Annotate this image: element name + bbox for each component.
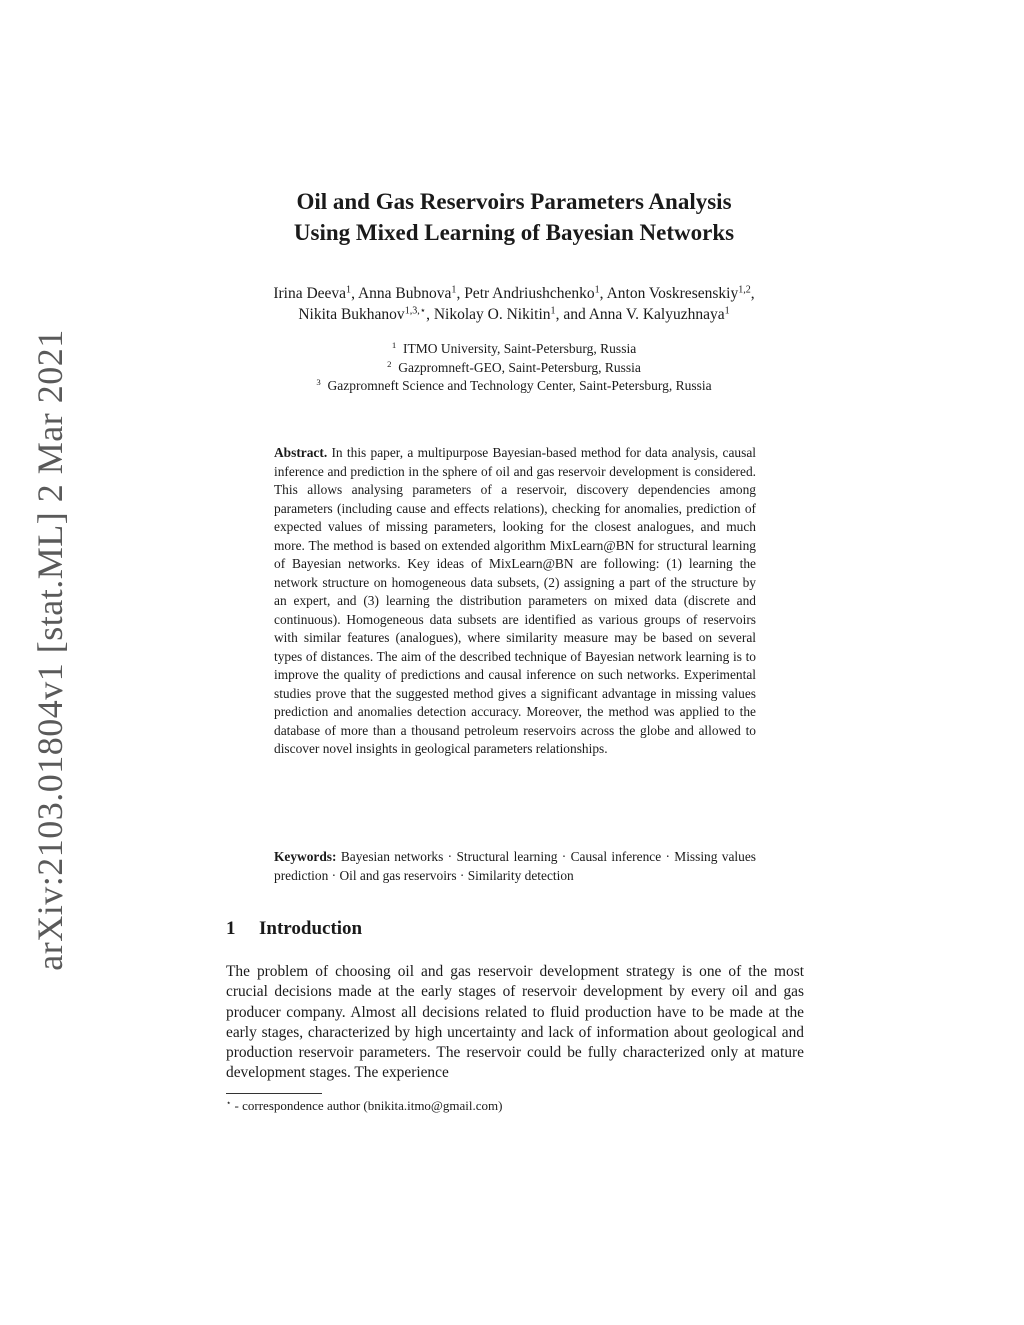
author-affil-mark: 1 bbox=[594, 284, 600, 296]
author-name: Nikita Bukhanov bbox=[298, 306, 405, 323]
affiliation-item bbox=[200, 359, 828, 378]
affiliation-item bbox=[200, 340, 828, 359]
section-title: Introduction bbox=[259, 918, 363, 939]
author-line-1: Irina Deeva$^1$, Anna Bubnova$^1$, Petr Andriushchenko$^1$, Anton Voskresenskiy$^{1,2}$, bbox=[273, 284, 755, 302]
author-name: Anna V. Kalyuzhnaya bbox=[588, 306, 725, 323]
author-name: Irina Deeva bbox=[273, 285, 347, 302]
abstract-text: In this paper, a multipurpose Bayesian-based method for data analysis, causal inference and prediction in the sphere of oil and gas reservoir development is considered. This allows analysing parameters of a reservoir, discovery dependencies among parameters (including cause and effects relations), checking for anomalies, prediction of expected values of missing parameters, looking for the closest analogues, and much more. The method is based on extended algorithm MixLearn@BN for structural learning of Bayesian networks. Key ideas of MixLearn@BN are following: (1) learning the network structure on homogeneous data subsets, (2) assigning a part of the structure by an expert, and (3) learning the distribution parameters on mixed data (discrete and continuous). Homogeneous data subsets are identified as various groups of reservoirs with similar features (analogues), where similarity measure may be based on several types of distances. The aim of the described technique of Bayesian network learning is to improve the quality of predictions and causal inference on such networks. Experimental studies prove that the suggested method gives a significant advantage in missing values prediction and anomalies detection accuracy. Moreover, the method was applied to the database of more than a thousand petroleum reservoirs across the globe and allowed to discover novel insights in geological parameters relationships. bbox=[274, 445, 756, 756]
abstract bbox=[274, 444, 756, 759]
affiliation-number: 3 bbox=[316, 377, 321, 388]
affiliation-text: Gazpromneft-GEO, Saint-Petersburg, Russia bbox=[398, 359, 641, 375]
author-name: Anna Bubnova bbox=[357, 285, 452, 302]
keywords-label: Keywords: bbox=[274, 849, 337, 864]
section-number: 1 bbox=[226, 918, 236, 939]
affiliation-text: ITMO University, Saint-Petersburg, Russia bbox=[402, 341, 637, 356]
footnote-divider bbox=[226, 1093, 322, 1094]
author-name: Anton Voskresenskiy bbox=[606, 285, 739, 302]
section-heading bbox=[226, 918, 362, 940]
title-line-1: Oil and Gas Reservoirs Parameters Analysis bbox=[296, 189, 732, 214]
affiliation-item bbox=[200, 377, 828, 396]
affiliation-number: 1 bbox=[391, 340, 397, 351]
author-name: Nikolay O. Nikitin bbox=[433, 306, 551, 323]
author-affil-mark: 1,3,⋆ bbox=[404, 305, 427, 317]
author-affil-mark: 1,2 bbox=[738, 284, 751, 296]
author-list bbox=[200, 283, 828, 325]
abstract-label: Abstract. bbox=[274, 445, 328, 460]
author-name: Petr Andriushchenko bbox=[464, 285, 595, 302]
affiliation-number: 2 bbox=[387, 358, 392, 369]
author-affil-mark: 1 bbox=[550, 305, 556, 317]
keywords bbox=[274, 848, 756, 885]
footnote bbox=[226, 1097, 502, 1114]
author-affil-mark: 1 bbox=[346, 284, 352, 296]
author-affil-mark: 1 bbox=[724, 305, 730, 317]
keywords-text: Bayesian networks · Structural learning · Causal inference · Missing values prediction · Oil and gas reservoirs · Similarity detection bbox=[274, 849, 756, 883]
introduction-paragraph: The problem of choosing oil and gas reservoir development strategy is one of the most crucial decisions made at the early stages of reservoir development by every oil and gas producer company. Almost all decisions related to fluid production have to be made at the early stages, characterized by high uncertainty and lack of information about geological and production reservoir parameters. The reservoir could be fully characterized only at mature development stages. The experience bbox=[226, 963, 804, 1082]
arxiv-side-stamp: arXiv:2103.01804v1 [stat.ML] 2 Mar 2021 bbox=[30, 329, 70, 971]
title-line-2: Using Mixed Learning of Bayesian Networks bbox=[293, 220, 735, 245]
author-line-2: Nikita Bukhanov$^{1,3,⋆}$, Nikolay O. Nikitin$^1$, and Anna V. Kalyuzhnaya$^1$ bbox=[298, 305, 730, 323]
affiliation-text: Gazpromneft Science and Technology Center, Saint-Petersburg, Russia bbox=[327, 378, 712, 393]
affiliation-list bbox=[200, 340, 828, 396]
author-conjunction: and bbox=[563, 306, 586, 323]
footnote-mark: ⋆ bbox=[226, 1097, 232, 1108]
author-affil-mark: 1 bbox=[451, 284, 457, 296]
footnote-text: - correspondence author (bnikita.itmo@gmail.com) bbox=[234, 1098, 503, 1113]
paper-title bbox=[200, 186, 828, 248]
